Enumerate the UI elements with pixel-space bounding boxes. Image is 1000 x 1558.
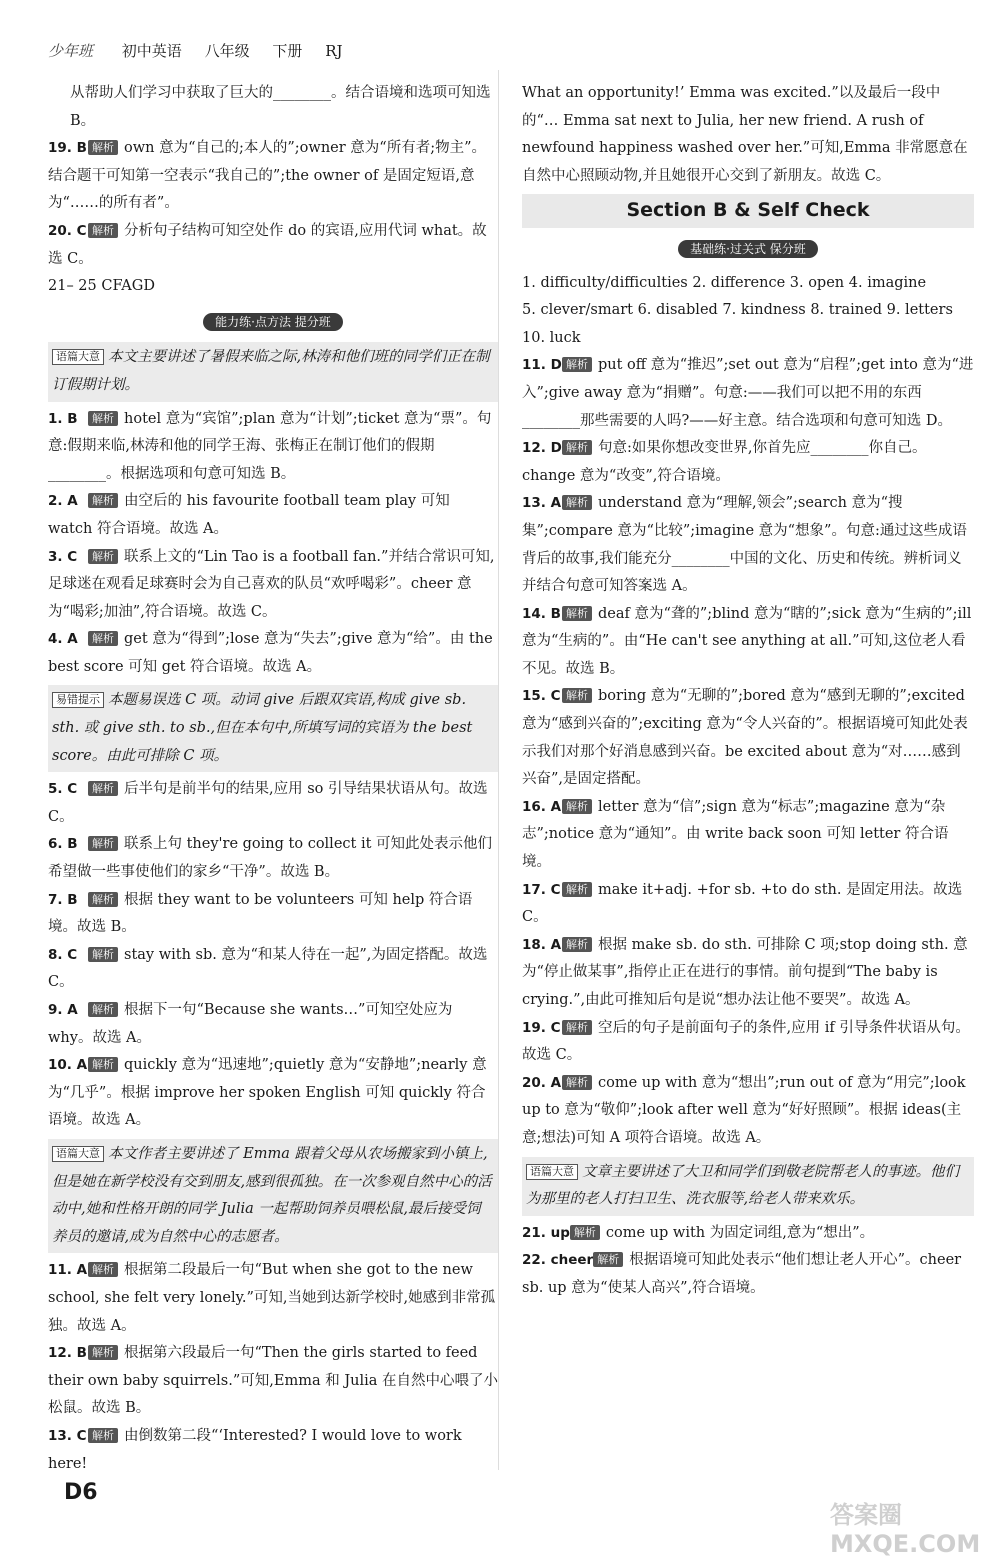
answer-item [522,932,974,1015]
answer-text: letter 意为“信”;sign 意为“标志”;magazine 意为“杂志”;notice 意为“通知”。由 write back soon 可知 letter 符合语境。 [522,798,949,871]
analysis-tag: 解析 [88,892,118,907]
answer-text: 根据语境可知此处表示“他们想让老人开心”。cheer sb. up 意为“使某人高兴”,符合语境。 [522,1252,962,1296]
answer-number: 2. A [48,493,78,510]
answer-number: 9. A [48,1002,78,1018]
answer-text: 分析句子结构可知空处作 do 的宾语,应用代词 what。故选 C。 [48,222,487,267]
analysis-tag: 解析 [562,1020,592,1035]
answer-text: understand 意为“理解,领会”;search 意为“搜集”;compare 意为“比较”;imagine 意为“想象”。句意:通过这些成语背后的故事,我们能充分________中国的文化、历史和传统。辨析词义并结合句意可知答案选 A。 [522,495,967,595]
answer-item [48,135,498,218]
answer-number: 10. A [48,1057,88,1074]
analysis-tag: 解析 [562,495,592,510]
answer-text: stay with sb. 意为“和某人待在一起”,为固定搭配。故选 C。 [48,946,488,991]
answer-item [48,544,498,627]
answer-item [522,1070,974,1153]
answer-item [522,877,974,932]
answer-item [48,1423,498,1478]
page-header [48,40,361,61]
brand-logo: 少年班 [48,42,94,60]
answer-text: 后半句是前半句的结果,应用 so 引导结果状语从句。故选 C。 [48,781,488,825]
answer-text: get 意为“得到”;lose 意为“失去”;give 意为“给”。由 the best score 可知 get 符合语境。故选 A。 [48,631,493,675]
summary-tag: 语篇大意 [52,349,104,365]
answer-item [48,997,498,1052]
answer-number: 18. A [522,936,562,953]
answer-item [48,626,498,681]
analysis-tag: 解析 [88,947,118,962]
answer-text: deaf 意为“聋的”;blind 意为“瞎的”;sick 意为“生病的”;ill 意为“生病的”。由“He can't see anything at all.”可知,这位老人看不见。故选 B。 [522,605,972,677]
answer-item [48,831,498,886]
analysis-tag: 解析 [570,1225,600,1240]
header-grade: 八年级 [204,42,250,60]
answer-number: 11. D [522,357,562,374]
banner-label: 基础练·过关式 保分班 [678,240,818,258]
analysis-tag: 解析 [562,440,592,455]
analysis-tag: 解析 [562,357,592,372]
answer-text: 根据 make sb. do sth. 可排除 C 项;stop doing sth. 意为“停止做某事”,指停止正在进行的事情。前句提到“The baby is crying.”,由此可推知后句是说“想办法让他不要哭”。故选 A。 [522,936,968,1008]
continued-text: What an opportunity!’ Emma was excited.”以及最后一段中的“… Emma sat next to Julia, her new friend. A rush of newfound happiness washed over her.”可知,Emma 非常愿意在自然中心照顾动物,并且她很开心交到了新朋友。故选 C。 [522,85,968,184]
answer-number: 3. C [48,548,78,565]
analysis-tag: 解析 [88,631,118,646]
answer-text: own 意为“自己的;本人的”;owner 意为“所有者;物主”。结合题干可知第一空表示“我自己的”;the owner of 是固定短语,意为“……的所有者”。 [48,140,486,212]
answer-number: 4. A [48,631,78,648]
answer-item [522,794,974,877]
answer-line: 5. clever/smart 6. disabled 7. kindness 8. trained 9. letters [522,302,953,319]
column-divider [498,70,499,1470]
answer-number: 19. C [522,1019,561,1036]
analysis-tag: 解析 [562,606,592,621]
answer-number: 12. D [522,440,562,457]
answer-text: 根据第六段最后一句“Then the girls started to feed their own baby squirrels.”可知,Emma 和 Julia 在自然中心喂了小松鼠。故选 B。 [48,1345,499,1417]
answer-item [522,490,974,600]
analysis-tag: 解析 [88,1057,118,1072]
section-title: Section B & Self Check [522,194,974,228]
summary-tag: 语篇大意 [526,1164,578,1180]
answer-text: 空后的句子是前面句子的条件,应用 if 引导条件状语从句。故选 C。 [522,1019,970,1064]
answer-number: 20. A [522,1074,562,1091]
watermark: 答案圈 MXQE.COM [830,1501,981,1558]
summary-text: 文章主要讲述了大卫和同学们到敬老院帮老人的事迹。他们为那里的老人打扫卫生、洗衣服等,给老人带来欢乐。 [526,1163,959,1208]
summary-tag: 易错提示 [52,692,104,708]
answer-number: 8. C [48,946,78,963]
answer-number: 16. A [522,798,562,815]
analysis-tag: 解析 [88,549,118,564]
answer-number: 13. C [48,1427,87,1444]
answer-item [522,435,974,490]
answer-number: 21. up [522,1224,570,1241]
analysis-tag: 解析 [562,1075,592,1090]
analysis-tag: 解析 [88,1262,118,1277]
analysis-tag: 解析 [88,781,118,796]
answer-text: 联系上文的“Lin Tao is a football fan.”并结合常识可知,足球迷在观看足球赛时会为自己喜欢的队员“欢呼喝彩”。cheer 意为“喝彩;加油”,符合语境。故选 C。 [48,548,495,620]
answer-text: 由倒数第二段“‘Interested? I would love to work here! [48,1427,462,1472]
answer-number: 14. B [522,605,561,622]
answer-text: quickly 意为“迅速地”;quietly 意为“安静地”;nearly 意为“几乎”。根据 improve her spoken English 可知 quickly 符合语境。故选 A。 [48,1057,487,1129]
analysis-tag: 解析 [88,836,118,851]
continued-text: 从帮助人们学习中获取了巨大的________。结合语境和选项可知选 B。 [70,85,491,129]
answer-item [522,683,974,793]
answer-text: 根据第二段最后一句“But when she got to the new school, she felt very lonely.”可知,当她到达新学校时,她感到非常孤独。故选 A。 [48,1262,496,1334]
answer-item [48,942,498,997]
answer-number: 13. A [522,495,562,512]
answer-number: 1. B [48,410,78,427]
answer-number: 22. cheer [522,1252,594,1269]
answer-text: 根据下一句“Because she wants…”可知空处应为 why。故选 A。 [48,1002,453,1046]
summary-text: 本文作者主要讲述了 Emma 跟着父母从农场搬家到小镇上,但是她在新学校没有交到朋友,感到很孤独。在一次参观自然中心的活动中,她和性格开朗的同学 Julia 一起帮助饲养员喂松鼠,最后接受饲养员的邀请,成为自然中心的志愿者。 [52,1145,492,1245]
analysis-tag: 解析 [88,223,118,238]
answer-text: 由空后的 his favourite football team play 可知 watch 符合语境。故选 A。 [48,493,450,537]
answer-text: put off 意为“推迟”;set out 意为“启程”;get into 意为“进入”;give away 意为“捐赠”。句意:——我们可以把不用的东西________那些需要的人吗?——好主意。结合选项和句意可知选 D。 [522,357,974,429]
answer-text: come up with 意为“想出”;run out of 意为“用完”;look up to 意为“敬仰”;look after well 意为“好好照顾”。根据 ideas(主意;想法)可知 A 项符合语境。故选 A。 [522,1074,966,1146]
answer-item [48,1257,498,1340]
answer-item [522,601,974,684]
summary-text: 本题易误选 C 项。动词 give 后跟双宾语,构成 give sb. sth. 或 give sth. to sb.,但在本句中,所填写词的宾语为 the best score。由此可排除 C 项。 [52,692,473,764]
summary-box [48,1139,498,1253]
answer-item [48,406,498,489]
right-column [522,80,974,1303]
answer-item [48,1340,498,1423]
answer-text: hotel 意为“宾馆”;plan 意为“计划”;ticket 意为“票”。句意:假期来临,林涛和他的同学王海、张梅正在制订他们的假期________。根据选项和句意可知选 B。 [48,410,492,482]
header-subject: 初中英语 [121,42,182,60]
answer-item [522,352,974,435]
answer-number: 5. C [48,781,78,798]
page-number: D6 [64,1480,98,1505]
answer-number: 11. A [48,1262,88,1279]
analysis-tag: 解析 [88,411,118,426]
summary-tag: 语篇大意 [52,1146,104,1162]
summary-box [522,1157,974,1216]
answer-line: 10. luck [522,329,581,346]
answer-number: 6. B [48,836,78,853]
summary-box [48,685,498,772]
left-column [48,80,498,1478]
analysis-tag: 解析 [88,1002,118,1017]
header-term: 下册 [272,42,303,60]
analysis-tag: 解析 [88,1345,118,1360]
analysis-tag: 解析 [562,937,592,952]
answer-item [48,1052,498,1135]
answer-number: 12. B [48,1345,87,1362]
answer-text: 根据 they want to be volunteers 可知 help 符合语境。故选 B。 [48,891,473,936]
analysis-tag: 解析 [562,882,592,897]
answer-number: 7. B [48,891,78,908]
summary-text: 本文主要讲述了暑假来临之际,林涛和他们班的同学们正在制订假期计划。 [52,349,490,393]
answer-number: 15. C [522,688,561,705]
analysis-tag: 解析 [88,1428,118,1443]
analysis-tag: 解析 [88,493,118,508]
answer-item [522,1220,974,1248]
answer-item [48,488,498,543]
answer-item [522,1015,974,1070]
answer-item [48,887,498,942]
answer-item [522,1247,974,1302]
answer-line: 1. difficulty/difficulties 2. difference 3. open 4. imagine [522,274,927,291]
analysis-tag: 解析 [593,1252,623,1267]
summary-box [48,342,498,401]
level-banner [522,236,974,264]
answer-text: 联系上句 they're going to collect it 可知此处表示他们希望做一些事使他们的家乡“干净”。故选 B。 [48,836,493,881]
analysis-tag: 解析 [562,688,592,703]
answer-number: 17. C [522,881,561,898]
answer-text: come up with 为固定词组,意为“想出”。 [605,1224,875,1241]
answer-text: make it+adj. +for sb. +to do sth. 是固定用法。故选 C。 [522,881,963,926]
answer-number: 20. C [48,222,87,239]
answer-number: 19. B [48,140,87,157]
answer-text: 句意:如果你想改变世界,你首先应________你自己。change 意为“改变”,符合语境。 [522,440,927,484]
answer-item [48,776,498,831]
answer-item [48,218,498,273]
analysis-tag: 解析 [562,799,592,814]
header-edition: RJ [325,42,343,60]
banner-label: 能力练·点方法 提分班 [203,313,343,331]
level-banner [48,309,498,337]
answer-line: 21– 25 CFAGD [48,278,155,295]
analysis-tag: 解析 [88,140,118,155]
answer-text: boring 意为“无聊的”;bored 意为“感到无聊的”;excited 意为“感到兴奋的”;exciting 意为“令人兴奋的”。根据语境可知此处表示我们对那个好消息感到兴奋。be excited about 意为“对……感到兴奋”,是固定搭配。 [522,688,968,788]
